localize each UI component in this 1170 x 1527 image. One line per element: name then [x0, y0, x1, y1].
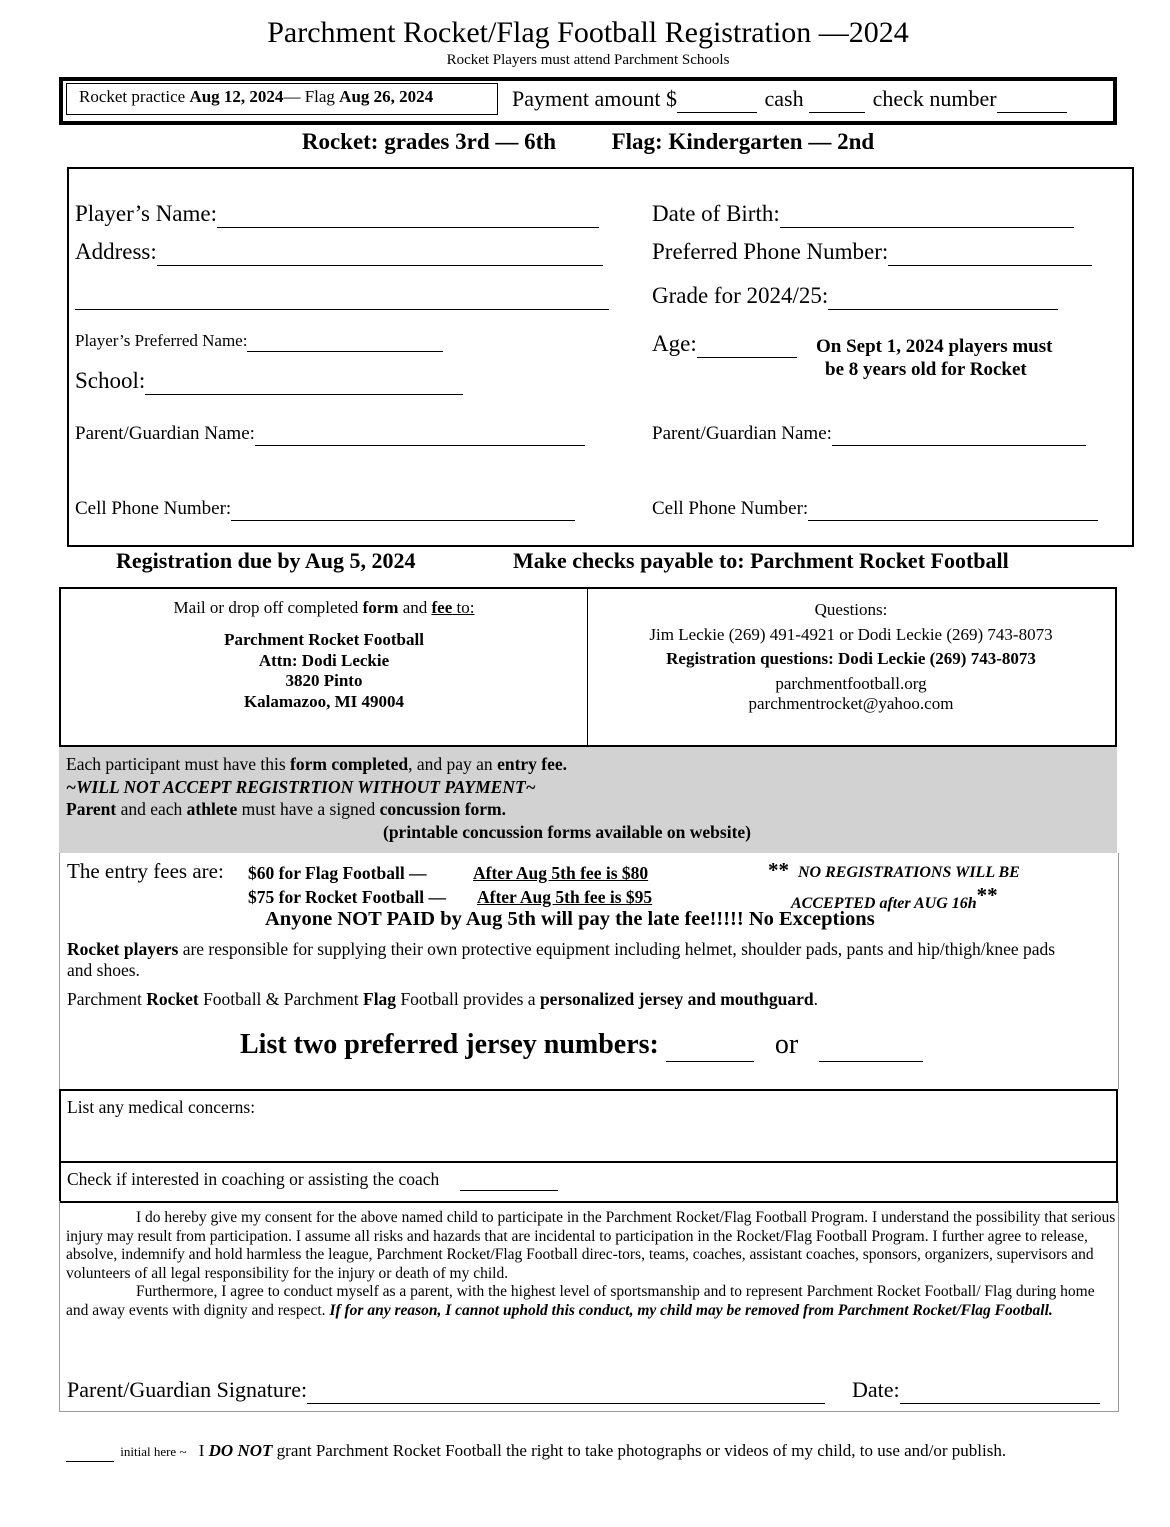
notice-l1c: , and pay an	[408, 754, 498, 774]
notice-l1b: form completed	[290, 754, 409, 774]
no-registration-stars: **	[768, 858, 789, 882]
questions-contacts: Jim Leckie (269) 491-4921 or Dodi Leckie (269) 743-8073	[649, 624, 1053, 644]
player-name-row	[75, 201, 599, 228]
equipment-note-b: are responsible for supplying their own protective equipment including helmet, shoulder pads, pants and hip/thigh/knee pads and shoes.	[67, 939, 1056, 980]
payment-amount-field[interactable]	[677, 86, 757, 113]
dob-field[interactable]	[780, 201, 1074, 228]
phone-field[interactable]	[888, 239, 1092, 266]
jersey-or: or	[774, 1029, 799, 1060]
notice-line-1	[66, 753, 567, 776]
late-fee-warning: Anyone NOT PAID by Aug 5th will pay the late fee!!!!! No Exceptions	[265, 908, 875, 930]
no-registration-line-1: NO REGISTRATIONS WILL BE	[798, 864, 1020, 881]
parent-name-row-2	[652, 423, 1086, 446]
age-row	[652, 331, 797, 358]
initial-field[interactable]	[66, 1441, 114, 1462]
mail-attn: Attn: Dodi Leckie	[258, 650, 390, 670]
mail-address	[61, 630, 587, 712]
player-name-label: Player’s Name:	[75, 201, 218, 226]
cell-phone-field-2[interactable]	[808, 498, 1098, 521]
cell-phone-row-2	[652, 498, 1098, 521]
notice-l3b: and each	[116, 799, 187, 819]
address-row	[75, 239, 603, 266]
consent-p2b: If for any reason, I cannot uphold this conduct, my child may be removed from Parchment Rocket/Flag Football.	[329, 1301, 1053, 1319]
payment-check-label: check number	[872, 86, 997, 111]
registration-due: Registration due by Aug 5, 2024	[116, 548, 416, 573]
provides-d: Flag	[363, 989, 397, 1009]
photo-consent-row	[66, 1441, 1006, 1462]
flag-practice-date: Aug 26, 2024	[339, 87, 434, 106]
dob-row	[652, 201, 1074, 228]
provides-f: personalized jersey and mouthguard	[539, 989, 814, 1009]
rocket-practice-date: Aug 12, 2024	[189, 87, 284, 106]
mail-intro-to: to:	[452, 598, 475, 617]
fees-intro: The entry fees are:	[67, 859, 224, 883]
parent-name-field[interactable]	[255, 423, 585, 446]
payment-cash-label: cash	[764, 86, 804, 111]
mail-intro-fee: fee	[431, 598, 453, 617]
provides-note	[67, 989, 818, 1010]
notice-l3a: Parent	[66, 799, 117, 819]
notice-l1a: Each participant must have this	[66, 754, 291, 774]
consent-p1: I do hereby give my consent for the above named child to participate in the Parchment Rocket/Flag Football Program. I understand the possibility that serious injury may result from participation. I assume all risks and hazards that are incidental to participation in the Rocket/Flag Football Program. I further agree to release, absolve, indemnify and hold harmless the league, Parchment Rocket/Flag Football direc-tors, teams, coaches, assistant coaches, sponsors, organizers, supervisors and volunteers of all legal responsibility for the injury or death of my child.	[66, 1209, 1116, 1282]
questions-block	[589, 598, 1113, 717]
checks-payable: Make checks payable to: Parchment Rocket Football	[513, 548, 1009, 573]
school-label: School:	[75, 368, 146, 393]
photo-text-b: DO NOT	[208, 1441, 273, 1460]
registration-questions: Registration questions: Dodi Leckie (269) 743-8073	[666, 649, 1036, 668]
flag-grades: Flag: Kindergarten — 2nd	[611, 129, 875, 154]
dob-label: Date of Birth:	[652, 201, 780, 226]
age-note-line-2: be 8 years old for Rocket	[825, 359, 1027, 380]
age-label: Age:	[652, 331, 697, 356]
grade-field[interactable]	[828, 283, 1058, 310]
equipment-note-a: Rocket players	[67, 939, 179, 959]
mail-street: 3820 Pinto	[285, 671, 363, 690]
cell-phone-label: Cell Phone Number:	[75, 498, 232, 519]
medical-label: List any medical concerns:	[67, 1097, 256, 1117]
provides-b: Rocket	[146, 989, 199, 1009]
photo-text-c: grant Parchment Rocket Football the right to take photographs or videos of my child, to use and/or publish.	[272, 1441, 1007, 1460]
notice-l3e: concussion form.	[379, 799, 507, 819]
phone-row	[652, 239, 1092, 266]
player-name-field[interactable]	[217, 201, 599, 228]
notice-line-4: (printable concussion forms available on website)	[383, 822, 751, 842]
mail-city: Kalamazoo, MI 49004	[243, 691, 405, 711]
payment-row	[512, 86, 1067, 113]
rocket-grades: Rocket: grades 3rd — 6th	[301, 129, 557, 154]
flag-practice-label: — Flag	[283, 87, 335, 106]
email-link[interactable]: parchmentrocket@yahoo.com	[748, 694, 954, 713]
photo-text-a: I	[198, 1441, 209, 1460]
preferred-name-label: Player’s Preferred Name:	[75, 331, 248, 350]
address-label: Address:	[75, 239, 157, 264]
provides-a: Parchment	[67, 989, 147, 1009]
mail-questions-divider	[587, 589, 588, 745]
notice-l1d: entry fee.	[497, 754, 568, 774]
website-link[interactable]: parchmentfootball.org	[775, 673, 927, 693]
jersey-label: List two preferred jersey numbers:	[240, 1029, 659, 1060]
parent-name-row	[75, 423, 585, 446]
mail-intro	[61, 598, 587, 618]
date-row	[852, 1377, 1100, 1404]
consent-p2a: Furthermore, I agree to conduct myself as a parent, with the highest level of sportsmanship and to represent Parchment Rocket Football/ Flag during home and away events with dignity and respect.	[66, 1283, 1095, 1319]
notice-l3d: must have a signed	[237, 799, 380, 819]
provides-c: Football & Parchment	[198, 989, 363, 1009]
check-number-field[interactable]	[997, 86, 1067, 113]
signature-row	[67, 1377, 825, 1404]
page-title: Parchment Rocket/Flag Football Registration —2024	[267, 16, 909, 49]
address-row-2	[75, 283, 609, 310]
preferred-name-row	[75, 331, 443, 352]
mail-intro-text: Mail or drop off completed	[173, 598, 363, 617]
phone-label: Preferred Phone Number:	[652, 239, 889, 264]
questions-label: Questions:	[814, 600, 888, 619]
date-label: Date:	[852, 1377, 900, 1402]
notice-text	[66, 753, 567, 821]
address-field-1[interactable]	[157, 239, 603, 266]
parent-name-label: Parent/Guardian Name:	[75, 423, 255, 444]
consent-paragraph-2	[66, 1283, 1116, 1320]
signature-field[interactable]	[307, 1377, 825, 1404]
jersey-number-2-field[interactable]	[819, 1029, 923, 1062]
age-field[interactable]	[697, 331, 797, 358]
coach-label: Check if interested in coaching or assisting the coach	[67, 1169, 440, 1189]
cell-phone-label-2: Cell Phone Number:	[652, 498, 809, 519]
address-field-2[interactable]	[75, 283, 609, 310]
age-note-line-1: On Sept 1, 2024 players must	[816, 336, 1053, 357]
grade-row	[652, 283, 1058, 310]
cell-phone-row	[75, 498, 575, 521]
flag-late-fee: After Aug 5th fee is $80	[473, 863, 649, 883]
parent-name-field-2[interactable]	[832, 423, 1086, 446]
signature-label: Parent/Guardian Signature:	[67, 1377, 308, 1402]
flag-fee: $60 for Flag Football —	[248, 863, 427, 883]
school-row	[75, 368, 463, 395]
payment-amount-label: Payment amount $	[512, 86, 677, 111]
no-registration-stars-2: **	[976, 883, 998, 907]
jersey-row	[240, 1029, 923, 1062]
no-registration-text-2: ACCEPTED after AUG 16h	[791, 895, 977, 912]
practice-dates	[79, 87, 433, 107]
parent-name-label-2: Parent/Guardian Name:	[652, 423, 832, 444]
rocket-late-fee: After Aug 5th fee is $95	[477, 887, 653, 907]
grade-requirements	[0, 129, 1170, 155]
equipment-note	[67, 939, 1067, 981]
notice-line-3	[66, 798, 567, 821]
initial-label: initial here ~	[120, 1444, 187, 1459]
notice-line-2: ~WILL NOT ACCEPT REGISTRTION WITHOUT PAYMENT~	[66, 776, 536, 797]
coach-check-field[interactable]	[460, 1169, 558, 1191]
cell-phone-field[interactable]	[231, 498, 575, 521]
payment-cash-field[interactable]	[809, 86, 865, 113]
mail-org: Parchment Rocket Football	[224, 630, 424, 649]
jersey-number-1-field[interactable]	[666, 1029, 754, 1062]
rocket-fee: $75 for Rocket Football —	[248, 887, 446, 907]
provides-g: .	[813, 989, 818, 1009]
preferred-name-field[interactable]	[247, 331, 443, 352]
school-field[interactable]	[145, 368, 463, 395]
provides-e: Football provides a	[396, 989, 540, 1009]
rocket-practice-label: Rocket practice	[79, 87, 186, 106]
mail-intro-form: form	[362, 598, 399, 617]
mail-intro-and: and	[398, 598, 432, 617]
consent-paragraph-1	[66, 1209, 1116, 1283]
coach-row	[67, 1169, 558, 1191]
date-field[interactable]	[900, 1377, 1100, 1404]
page-subtitle: Rocket Players must attend Parchment Schools	[446, 52, 730, 68]
consent-text	[66, 1209, 1116, 1321]
grade-label: Grade for 2024/25:	[652, 283, 829, 308]
notice-l3c: athlete	[186, 799, 238, 819]
